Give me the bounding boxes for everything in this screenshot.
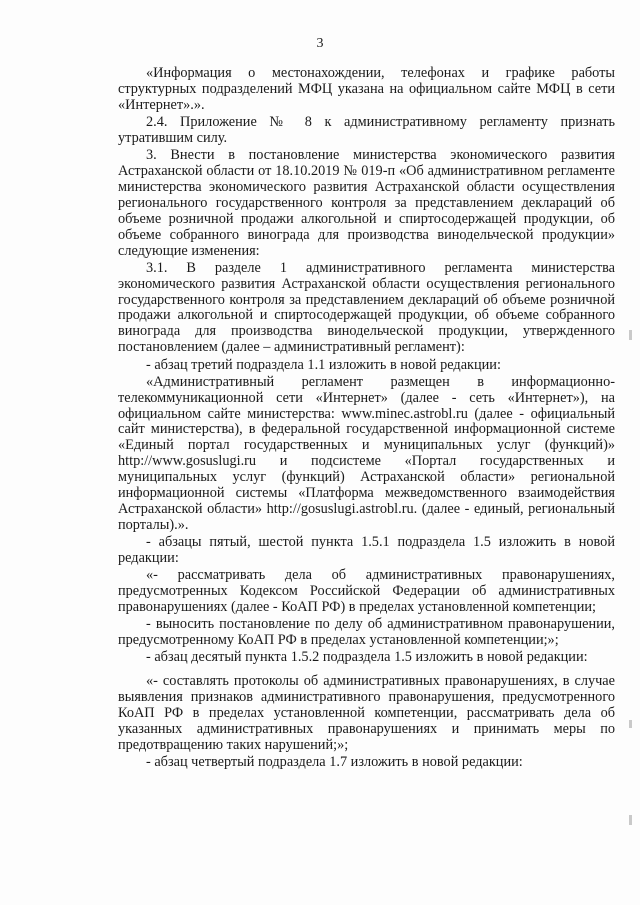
scan-artifact — [629, 330, 632, 340]
page-number: 3 — [316, 36, 324, 51]
paragraph-item-1-5-2: - абзац десятый пункта 1.5.2 подраздела 1.5 изложить в новой редакции: — [146, 649, 588, 666]
paragraph-quote-protocols: «- составлять протоколы об административных правонарушениях, в случае выявления признаков административного правонарушения, предусмотренного КоАП РФ в пределах установленной компетенции, рассматривать дела об указанных административных правонарушениях и принимать меры по предотвращению таких нарушений;»; — [118, 673, 615, 753]
scan-artifact — [629, 720, 632, 728]
paragraph-item-1-5-1: - абзацы пятый, шестой пункта 1.5.1 подраздела 1.5 изложить в новой редакции: — [118, 534, 615, 566]
paragraph-3: 3. Внести в постановление министерства экономического развития Астраханской области от 18.10.2019 № 019-п «Об административном регламенте министерства экономического развития Астраханской области осуществления регионального государственного контроля за представлением деклараций об объеме розничной продажи алкогольной и спиртосодержащей продукции, об объеме собранного винограда для производства винодельческой продукции» следующие изменения: — [118, 147, 615, 259]
paragraph-quote-issue-decision: - выносить постановление по делу об административном правонарушении, предусмотренному КоАП РФ в пределах установленной компетенции;»; — [118, 616, 615, 649]
document-body — [118, 66, 615, 772]
paragraph-quote-consider-cases: «- рассматривать дела об административных правонарушениях, предусмотренных Кодексом Российской Федерации об административных правонарушениях (далее - КоАП РФ) в пределах установленной компетенции; — [118, 567, 615, 615]
paragraph-mfc-info: «Информация о местонахождении, телефонах и графике работы структурных подразделений МФЦ указана на официальном сайте МФЦ в сети «Интернет».». — [118, 65, 615, 113]
paragraph-3-1: 3.1. В разделе 1 административного регламента министерства экономического развития Астраханской области осуществления регионального государственного контроля за представлением деклараций об объеме розничной продажи алкогольной и спиртосодержащей продукции, об объеме собранного винограда для производства винодельческой продукции, утвержденного постановлением (далее – административный регламент): — [118, 259, 615, 356]
paragraph-item-1-1: - абзац третий подраздела 1.1 изложить в новой редакции: — [146, 356, 501, 373]
paragraph-item-1-7: - абзац четвертый подраздела 1.7 изложить в новой редакции: — [146, 754, 523, 771]
paragraph-2-4: 2.4. Приложение № 8 к административному регламенту признать утратившим силу. — [118, 114, 615, 146]
paragraph-quote-regulation: «Административный регламент размещен в информационно-телекоммуникационной сети «Интернет» (далее - сеть «Интернет»), на официальном сайте министерства: www.minec.astrobl.ru (далее - официальный сайт министерства), в федеральной государственной информационной системе «Единый портал государственных и муниципальных услуг (функций)» http://www.gosuslugi.ru и подсистеме «Портал государственных и муниципальных услуг (функций) Астраханской области» региональной информационной системы «Платформа межведомственного взаимодействия Астраханской области» http://gosuslugi.astrobl.ru. (далее - единый, региональный порталы).». — [118, 373, 615, 533]
scan-artifact — [629, 815, 632, 825]
